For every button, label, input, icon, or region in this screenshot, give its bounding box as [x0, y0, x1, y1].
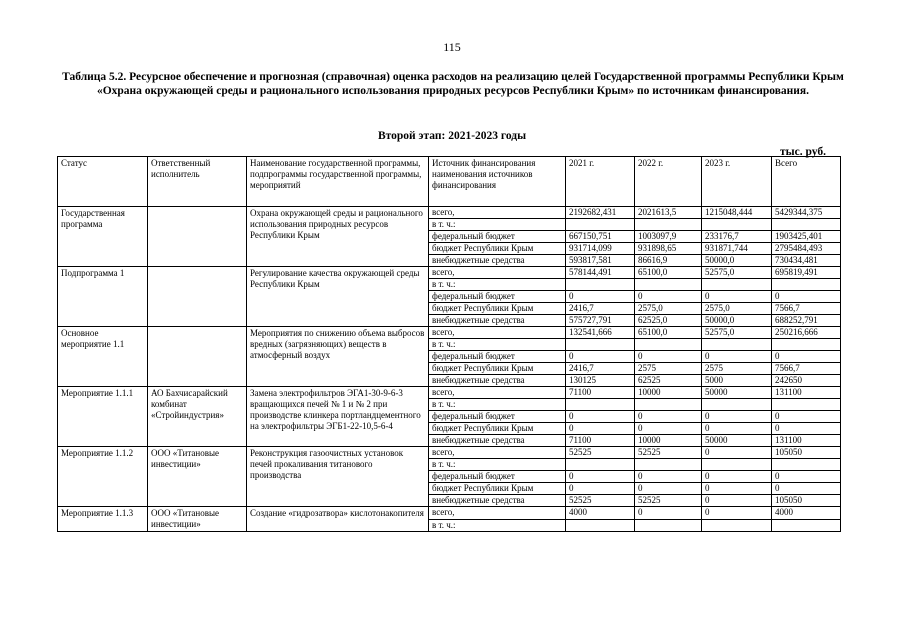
amount-cell: [635, 399, 702, 411]
funding-source-cell: всего,: [429, 447, 566, 459]
amount-cell: 105050: [772, 495, 841, 507]
funding-source-cell: бюджет Республики Крым: [429, 303, 566, 315]
funding-source-cell: федеральный бюджет: [429, 411, 566, 423]
amount-cell: 62525,0: [635, 315, 702, 327]
row-name-cell: Создание «гидрозатвора» кислотонакопителя: [247, 507, 429, 532]
funding-source-cell: федеральный бюджет: [429, 291, 566, 303]
amount-cell: 2575,0: [635, 303, 702, 315]
row-executor-cell: ООО «Титановые инвестиции»: [148, 447, 247, 507]
amount-cell: 0: [772, 423, 841, 435]
amount-cell: [702, 219, 772, 231]
amount-cell: 0: [702, 351, 772, 363]
amount-cell: 0: [702, 291, 772, 303]
amount-cell: 250216,666: [772, 327, 841, 339]
amount-cell: [772, 339, 841, 351]
amount-cell: 0: [635, 351, 702, 363]
amount-cell: 0: [566, 423, 635, 435]
amount-cell: 50000: [702, 387, 772, 399]
funding-source-cell: федеральный бюджет: [429, 231, 566, 243]
amount-cell: 0: [702, 411, 772, 423]
row-executor-cell: [148, 327, 247, 387]
row-executor-cell: [148, 267, 247, 327]
amount-cell: 2021613,5: [635, 207, 702, 219]
funding-source-cell: бюджет Республики Крым: [429, 243, 566, 255]
amount-cell: 7566,7: [772, 303, 841, 315]
row-name-cell: Реконструкция газоочистных установок печей прокаливания титанового производства: [247, 447, 429, 507]
table-body: [58, 207, 841, 532]
funding-source-cell: в т. ч.:: [429, 279, 566, 291]
amount-cell: 1003097,9: [635, 231, 702, 243]
amount-cell: 667150,751: [566, 231, 635, 243]
row-status-cell: Мероприятие 1.1.1: [58, 387, 148, 447]
funding-source-cell: федеральный бюджет: [429, 351, 566, 363]
amount-cell: 0: [702, 447, 772, 459]
amount-cell: 688252,791: [772, 315, 841, 327]
amount-cell: 62525: [635, 375, 702, 387]
amount-cell: 50000: [702, 435, 772, 447]
amount-cell: 0: [635, 423, 702, 435]
amount-cell: 65100,0: [635, 267, 702, 279]
amount-cell: 575727,791: [566, 315, 635, 327]
amount-cell: [772, 459, 841, 471]
table-title: Таблица 5.2. Ресурсное обеспечение и прогнозная (справочная) оценка расходов на реализацию целей Государственной программы Республики Крым «Охрана окружающей среды и рационального использования природных ресурсов Республики Крым» по источникам финансирования.: [62, 71, 844, 97]
amount-cell: 593817,581: [566, 255, 635, 267]
row-name-cell: Замена электрофильтров ЭГА1-30-9-6-3 вращающихся печей № 1 и № 2 при производстве клинкера портландцементного на электрофильтры ЭГБ1-22-10,5-6-4: [247, 387, 429, 447]
row-status-cell: Подпрограмма 1: [58, 267, 148, 327]
amount-cell: 2192682,431: [566, 207, 635, 219]
amount-cell: 0: [566, 291, 635, 303]
funding-source-cell: всего,: [429, 387, 566, 399]
header-2022: 2022 г.: [635, 157, 702, 207]
table-header-row: [58, 157, 841, 207]
funding-source-cell: всего,: [429, 327, 566, 339]
amount-cell: 695819,491: [772, 267, 841, 279]
amount-cell: [635, 459, 702, 471]
funding-source-cell: в т. ч.:: [429, 339, 566, 351]
amount-cell: 4000: [772, 507, 841, 520]
amount-cell: [702, 399, 772, 411]
amount-cell: 52575,0: [702, 267, 772, 279]
amount-cell: 0: [772, 483, 841, 495]
row-executor-cell: АО Бахчисарайский комбинат «Стройиндустрия»: [148, 387, 247, 447]
row-name-cell: Мероприятия по снижению объема выбросов вредных (загрязняющих) веществ в атмосферный воздух: [247, 327, 429, 387]
amount-cell: [566, 219, 635, 231]
amount-cell: [772, 519, 841, 532]
amount-cell: 2575,0: [702, 303, 772, 315]
amount-cell: [772, 399, 841, 411]
amount-cell: 5429344,375: [772, 207, 841, 219]
amount-cell: [772, 279, 841, 291]
amount-cell: [566, 279, 635, 291]
funding-source-cell: внебюджетные средства: [429, 495, 566, 507]
funding-source-cell: всего,: [429, 267, 566, 279]
row-executor-cell: ООО «Титановые инвестиции»: [148, 507, 247, 532]
funding-source-cell: внебюджетные средства: [429, 255, 566, 267]
amount-cell: [702, 519, 772, 532]
funding-source-cell: в т. ч.:: [429, 399, 566, 411]
amount-cell: 0: [772, 291, 841, 303]
amount-cell: 71100: [566, 435, 635, 447]
amount-cell: [635, 519, 702, 532]
amount-cell: [566, 519, 635, 532]
amount-cell: 50000,0: [702, 315, 772, 327]
funding-source-cell: внебюджетные средства: [429, 435, 566, 447]
header-2021: 2021 г.: [566, 157, 635, 207]
table-row: [58, 207, 841, 219]
table-row: [58, 267, 841, 279]
row-status-cell: Мероприятие 1.1.2: [58, 447, 148, 507]
amount-cell: 4000: [566, 507, 635, 520]
amount-cell: 0: [772, 351, 841, 363]
amount-cell: 0: [635, 471, 702, 483]
amount-cell: 931714,099: [566, 243, 635, 255]
amount-cell: 52525: [566, 447, 635, 459]
amount-cell: 0: [772, 471, 841, 483]
funding-table: [57, 156, 841, 532]
funding-source-cell: в т. ч.:: [429, 519, 566, 532]
amount-cell: 2795484,493: [772, 243, 841, 255]
amount-cell: 0: [635, 507, 702, 520]
amount-cell: 931871,744: [702, 243, 772, 255]
amount-cell: 10000: [635, 387, 702, 399]
amount-cell: 931898,65: [635, 243, 702, 255]
page-number: 115: [443, 40, 461, 54]
amount-cell: 105050: [772, 447, 841, 459]
units-label: тыс. руб.: [780, 146, 826, 158]
amount-cell: [702, 339, 772, 351]
stage-heading: Второй этап: 2021-2023 годы: [377, 130, 527, 142]
amount-cell: 0: [702, 471, 772, 483]
amount-cell: [566, 459, 635, 471]
amount-cell: 0: [635, 291, 702, 303]
row-status-cell: Государственная программа: [58, 207, 148, 267]
funding-source-cell: всего,: [429, 507, 566, 520]
funding-source-cell: бюджет Республики Крым: [429, 363, 566, 375]
table-row: [58, 387, 841, 399]
amount-cell: 0: [566, 411, 635, 423]
amount-cell: [702, 279, 772, 291]
amount-cell: 71100: [566, 387, 635, 399]
funding-source-cell: внебюджетные средства: [429, 375, 566, 387]
amount-cell: [566, 339, 635, 351]
amount-cell: 0: [702, 495, 772, 507]
amount-cell: 242650: [772, 375, 841, 387]
amount-cell: 0: [702, 423, 772, 435]
amount-cell: 10000: [635, 435, 702, 447]
amount-cell: 730434,481: [772, 255, 841, 267]
amount-cell: 2416,7: [566, 363, 635, 375]
table-row: [58, 447, 841, 459]
amount-cell: 52525: [566, 495, 635, 507]
amount-cell: 131100: [772, 387, 841, 399]
amount-cell: 86616,9: [635, 255, 702, 267]
row-status-cell: Основное мероприятие 1.1: [58, 327, 148, 387]
amount-cell: [566, 399, 635, 411]
amount-cell: 1215048,444: [702, 207, 772, 219]
amount-cell: 2416,7: [566, 303, 635, 315]
amount-cell: 1903425,401: [772, 231, 841, 243]
amount-cell: 52575,0: [702, 327, 772, 339]
amount-cell: 132541,666: [566, 327, 635, 339]
amount-cell: 7566,7: [772, 363, 841, 375]
amount-cell: [635, 339, 702, 351]
funding-source-cell: бюджет Республики Крым: [429, 423, 566, 435]
amount-cell: 131100: [772, 435, 841, 447]
amount-cell: [635, 219, 702, 231]
amount-cell: 0: [635, 411, 702, 423]
row-executor-cell: [148, 207, 247, 267]
amount-cell: 0: [566, 471, 635, 483]
amount-cell: 0: [702, 483, 772, 495]
header-2023: 2023 г.: [702, 157, 772, 207]
header-executor: Ответственный исполнитель: [148, 157, 247, 207]
amount-cell: 52525: [635, 447, 702, 459]
amount-cell: [702, 459, 772, 471]
table-row: [58, 327, 841, 339]
header-total: Всего: [772, 157, 841, 207]
header-name: Наименование государственной программы, подпрограммы государственной программы, мероприятий: [247, 157, 429, 207]
funding-source-cell: федеральный бюджет: [429, 471, 566, 483]
amount-cell: [635, 279, 702, 291]
table-row: [58, 507, 841, 520]
row-status-cell: Мероприятие 1.1.3: [58, 507, 148, 532]
funding-source-cell: в т. ч.:: [429, 219, 566, 231]
amount-cell: 52525: [635, 495, 702, 507]
header-status: Статус: [58, 157, 148, 207]
funding-source-cell: в т. ч.:: [429, 459, 566, 471]
amount-cell: 0: [566, 483, 635, 495]
amount-cell: 0: [702, 507, 772, 520]
amount-cell: 65100,0: [635, 327, 702, 339]
amount-cell: 578144,491: [566, 267, 635, 279]
amount-cell: 130125: [566, 375, 635, 387]
amount-cell: 0: [635, 483, 702, 495]
amount-cell: 2575: [635, 363, 702, 375]
amount-cell: 233176,7: [702, 231, 772, 243]
funding-source-cell: внебюджетные средства: [429, 315, 566, 327]
amount-cell: [772, 219, 841, 231]
funding-source-cell: всего,: [429, 207, 566, 219]
amount-cell: 0: [772, 411, 841, 423]
amount-cell: 0: [566, 351, 635, 363]
amount-cell: 2575: [702, 363, 772, 375]
row-name-cell: Регулирование качества окружающей среды Республики Крым: [247, 267, 429, 327]
funding-source-cell: бюджет Республики Крым: [429, 483, 566, 495]
amount-cell: 5000: [702, 375, 772, 387]
header-source: Источник финансирования наименования источников финансирования: [429, 157, 566, 207]
amount-cell: 50000,0: [702, 255, 772, 267]
row-name-cell: Охрана окружающей среды и рационального использования природных ресурсов Республики Крым: [247, 207, 429, 267]
